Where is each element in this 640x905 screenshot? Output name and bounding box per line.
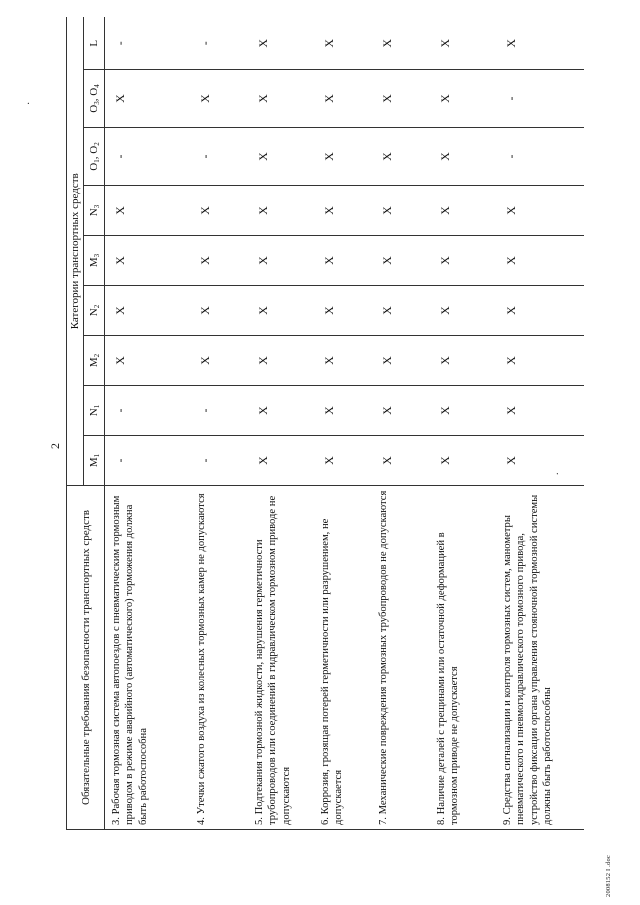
applicability-mark: X xyxy=(248,286,314,336)
applicability-mark: X xyxy=(314,128,372,186)
applicability-mark: - xyxy=(190,386,248,436)
applicability-mark: X xyxy=(430,186,496,236)
applicability-mark: X xyxy=(314,18,372,70)
table-row xyxy=(105,18,191,830)
applicability-mark: - xyxy=(496,70,584,128)
applicability-mark: X xyxy=(190,70,248,128)
applicability-mark: X xyxy=(248,336,314,386)
applicability-mark: X xyxy=(430,386,496,436)
applicability-mark: X xyxy=(248,436,314,486)
applicability-mark: X xyxy=(496,436,584,486)
applicability-mark: X xyxy=(314,236,372,286)
applicability-mark: - xyxy=(105,128,191,186)
applicability-mark: X xyxy=(190,286,248,336)
requirement-text: 8. Наличие деталей с трещинами или остаточной деформацией в тормозном приводе не допускается xyxy=(430,486,496,830)
requirements-table xyxy=(66,18,584,831)
requirement-text: 3. Рабочая тормозная система автопоездов с пневматическим тормозным приводом в режиме аварийного (автоматического) торможения должна быть работоспособна xyxy=(105,486,191,830)
table-row xyxy=(190,18,248,830)
applicability-mark: X xyxy=(496,386,584,436)
category-header-cell: $M_2$ xyxy=(84,336,105,386)
requirement-text: 4. Утечки сжатого воздуха из колесных тормозных камер не допускаются xyxy=(190,486,248,830)
applicability-mark: X xyxy=(372,286,430,336)
applicability-mark: X xyxy=(190,236,248,286)
stray-mark: . xyxy=(550,472,561,475)
applicability-mark: X xyxy=(430,286,496,336)
applicability-mark: - xyxy=(190,18,248,70)
applicability-mark: X xyxy=(430,336,496,386)
applicability-mark: X xyxy=(372,336,430,386)
requirements-column-header: Обязательные требования безопасности транспортных средств xyxy=(67,486,105,830)
applicability-mark: X xyxy=(190,186,248,236)
applicability-mark: X xyxy=(105,336,191,386)
table-row xyxy=(496,18,584,830)
applicability-mark: - xyxy=(190,128,248,186)
applicability-mark: X xyxy=(105,236,191,286)
table-row xyxy=(248,18,314,830)
requirement-text: 7. Механические повреждения тормозных трубопроводов не допускаются xyxy=(372,486,430,830)
applicability-mark: X xyxy=(314,70,372,128)
category-header-cell: $M_1$ xyxy=(84,436,105,486)
applicability-mark: X xyxy=(372,70,430,128)
applicability-mark: X xyxy=(248,236,314,286)
applicability-mark: - xyxy=(105,436,191,486)
applicability-mark: X xyxy=(496,236,584,286)
applicability-mark: X xyxy=(314,436,372,486)
category-header-cell: $O_1$, $O_2$ xyxy=(84,128,105,186)
category-header-cell: $N_1$ xyxy=(84,386,105,436)
applicability-mark: - xyxy=(190,436,248,486)
applicability-mark: X xyxy=(430,436,496,486)
applicability-mark: X xyxy=(314,286,372,336)
applicability-mark: X xyxy=(314,336,372,386)
category-header-cell: L xyxy=(84,18,105,70)
applicability-mark: X xyxy=(248,128,314,186)
requirement-text: 9. Средства сигнализации и контроля тормозных систем, манометры пневматического и пневмогидравлического тормозного привода, устройство фиксации органа управления стояночной тормозной системы должны быть работоспособны xyxy=(496,486,584,830)
applicability-mark: X xyxy=(314,186,372,236)
requirement-text: 6. Коррозия, грозящая потерей герметичности или разрушением, не допускается xyxy=(314,486,372,830)
applicability-mark: X xyxy=(430,18,496,70)
applicability-mark: X xyxy=(496,336,584,386)
applicability-mark: X xyxy=(314,386,372,436)
category-header-cell: $N_3$ xyxy=(84,186,105,236)
applicability-mark: X xyxy=(105,70,191,128)
applicability-mark: X xyxy=(430,70,496,128)
applicability-mark: X xyxy=(496,18,584,70)
applicability-mark: X xyxy=(105,186,191,236)
applicability-mark: X xyxy=(372,186,430,236)
category-header-cell: $O_3$, $O_4$ xyxy=(84,70,105,128)
applicability-mark: X xyxy=(372,236,430,286)
applicability-mark: X xyxy=(372,436,430,486)
applicability-mark: X xyxy=(430,128,496,186)
category-header-cell: $N_2$ xyxy=(84,286,105,336)
applicability-mark: X xyxy=(248,186,314,236)
applicability-mark: X xyxy=(248,70,314,128)
page-number: 2 xyxy=(48,443,62,449)
applicability-mark: X xyxy=(496,186,584,236)
applicability-mark: - xyxy=(105,386,191,436)
applicability-mark: X xyxy=(248,18,314,70)
requirement-text: 5. Подтекания тормозной жидкости, нарушения герметичности трубопроводов или соединений в гидравлическом тормозном приводе не допускаются xyxy=(248,486,314,830)
applicability-mark: X xyxy=(430,236,496,286)
categories-header: Категории транспортных средств xyxy=(67,18,84,486)
applicability-mark: X xyxy=(372,386,430,436)
table-row xyxy=(430,18,496,830)
document-filename: 2008152 I .doc xyxy=(605,855,612,897)
table-row xyxy=(372,18,430,830)
applicability-mark: X xyxy=(248,386,314,436)
stray-mark: · xyxy=(24,101,35,105)
applicability-mark: X xyxy=(372,18,430,70)
applicability-mark: X xyxy=(105,286,191,336)
applicability-mark: - xyxy=(105,18,191,70)
applicability-mark: X xyxy=(496,286,584,336)
applicability-mark: X xyxy=(190,336,248,386)
category-header-cell: $M_3$ xyxy=(84,236,105,286)
table-row xyxy=(314,18,372,830)
applicability-mark: X xyxy=(372,128,430,186)
applicability-mark: - xyxy=(496,128,584,186)
